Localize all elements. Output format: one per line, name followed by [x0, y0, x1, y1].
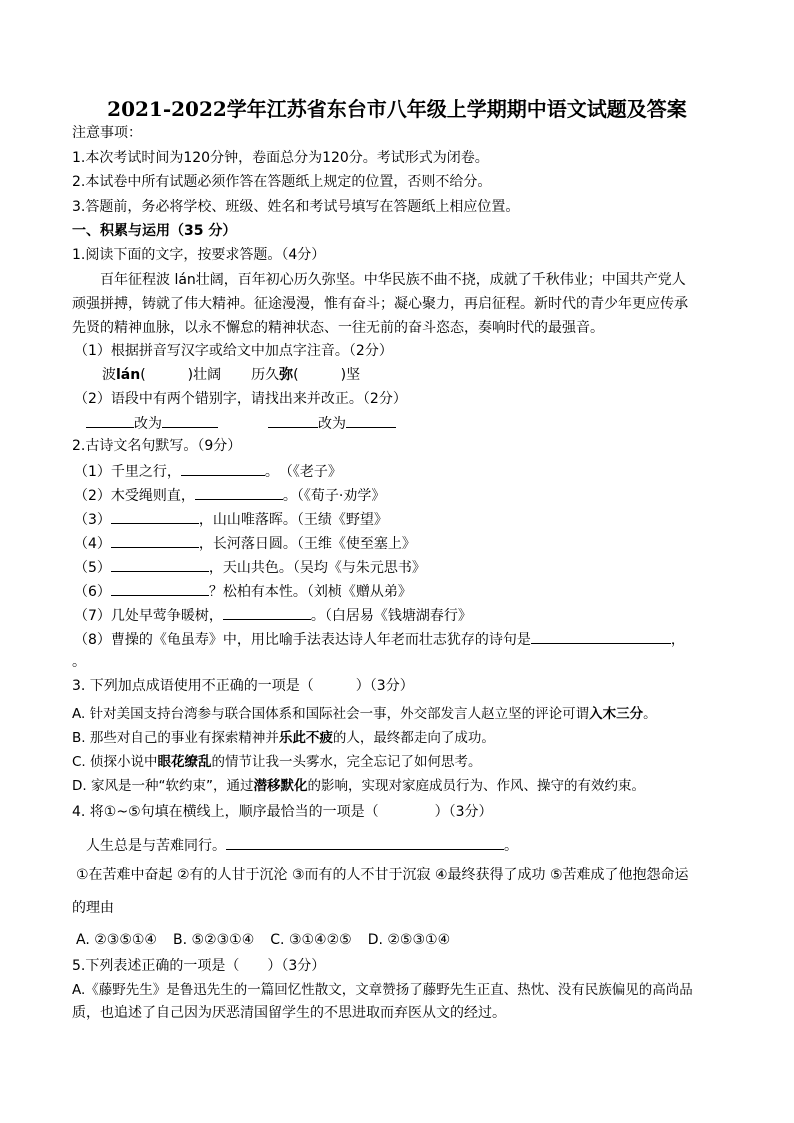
text: 。（《荀子·劝学》 [282, 488, 386, 504]
question-2-stem: 2.古诗文名句默写。（9分） [72, 438, 242, 454]
text: 的影响，实现对家庭成员行为、作风、操守的有效约束。 [307, 778, 645, 794]
question-5-stem: 5.下列表述正确的一项是（ ）（3分） [72, 958, 326, 974]
answer-blank[interactable] [111, 509, 199, 524]
text: 的情节让我一头雾水，完全忘记了如何思考。 [211, 754, 482, 770]
text: （8）曹操的《龟虽寿》中，用比喻手法表达诗人年老而壮志犹存的诗句是 [74, 632, 531, 648]
answer-blank[interactable]: ( )壮阔 [140, 367, 222, 383]
sentence-parts: ①在苦难中奋起 ②有的人甘于沉沦 ③而有的人不甘于沉寂 ④最终获得了成功 ⑤苦难成了他抱怨命运 [76, 867, 689, 883]
answer-blank[interactable] [181, 461, 265, 476]
sentence-parts-cont: 的理由 [72, 900, 114, 916]
correction-row [86, 413, 396, 433]
poem-item [74, 461, 342, 481]
answer-blank[interactable] [111, 557, 209, 572]
poem-item [74, 485, 385, 505]
text: 。（白居易《钱塘湖春行》 [310, 608, 472, 624]
pinyin: lán [116, 367, 141, 383]
passage-line: 百年征程波 lán壮阔，百年初心历久弥坚。中华民族不曲不挠，成就了千秋伟业；中国共产党人 [100, 272, 686, 288]
answer-blank[interactable] [86, 413, 134, 428]
poem-item [74, 533, 416, 553]
fill-sentence [86, 835, 518, 855]
passage-line: 先贤的精神血脉，以永不懈怠的精神状态、一往无前的奋斗恣态，奏响时代的最强音。 [72, 320, 604, 336]
option-b [72, 729, 495, 747]
poem-item [74, 509, 388, 529]
text: 。 [643, 706, 657, 722]
text: 的人，最终都走向了成功。 [332, 730, 495, 746]
notice-item: 3.答题前，务必将学校、班级、姓名和考试号填写在答题纸上相应位置。 [72, 199, 520, 215]
dotted-idiom: 潜移默化 [253, 778, 308, 794]
dotted-idiom: 眼花缭乱 [157, 754, 212, 770]
text: 。 [504, 838, 518, 854]
answer-blank[interactable] [162, 413, 218, 428]
text: ，长河落日圆。（王维《使至塞上》 [198, 536, 416, 552]
question-3-stem: 3. 下列加点成语使用不正确的一项是（ ）（3分） [72, 678, 414, 694]
text: ，山山唯落晖。（王绩《野望》 [198, 512, 388, 528]
page-title: 2021-2022学年江苏省东台市八年级上学期期中语文试题及答案 [107, 97, 687, 121]
answer-blank[interactable] [531, 629, 671, 644]
label: 改为 [134, 416, 162, 432]
answer-blank[interactable] [111, 533, 199, 548]
answer-blank[interactable] [195, 485, 283, 500]
notice-heading: 注意事项： [72, 125, 142, 141]
answer-blank[interactable] [268, 413, 318, 428]
passage-line: 顽强拼搏，铸就了伟大精神。征途漫漫，惟有奋斗；凝心聚力，再启征程。新时代的青少年更应传承 [72, 296, 688, 312]
notice-item: 1.本次考试时间为120分钟，卷面总分为120分。考试形式为闭卷。 [72, 150, 489, 166]
option-a [72, 705, 657, 723]
q5-option-a-cont: 质，也追述了自己因为厌恶清国留学生的不思进取而弃医从文的经过。 [72, 1005, 506, 1021]
subquestion: （1）根据拼音写汉字或给文中加点字注音。（2分） [74, 343, 393, 359]
poem-item [74, 581, 412, 601]
text: 。 （《老子》 [264, 464, 342, 480]
text: （1）千里之行， [74, 464, 181, 480]
answer-blank[interactable] [111, 581, 209, 596]
text: 人生总是与苦难同行。 [86, 838, 226, 854]
answer-blank[interactable] [226, 835, 504, 850]
text: B. 那些对自己的事业有探索精神并 [72, 730, 279, 746]
poem-item [74, 605, 472, 625]
option: D. ②⑤③①④ [367, 932, 451, 948]
answer-blank[interactable] [223, 605, 311, 620]
option-d [72, 777, 645, 795]
text: （4） [74, 536, 111, 552]
dotted-idiom: 乐此不疲 [278, 730, 333, 746]
text: ，天山共色。（吴均《与朱元思书》 [208, 560, 426, 576]
answer-blank[interactable]: ( )坚 [293, 367, 361, 383]
option-c [72, 753, 482, 771]
text: 历久 [251, 367, 280, 383]
text: ， [670, 632, 685, 648]
answer-blank[interactable] [346, 413, 396, 428]
poem-end: 。 [72, 654, 86, 670]
option: A. ②③⑤①④ [76, 932, 157, 948]
dotted-char: 弥 [279, 367, 294, 383]
pinyin-answer-row [102, 366, 360, 384]
poem-item [74, 629, 685, 649]
label: 改为 [318, 416, 346, 432]
text: （3） [74, 512, 111, 528]
notice-item: 2.本试卷中所有试题必须作答在答题纸上规定的位置，否则不给分。 [72, 174, 492, 190]
text: ？松柏有本性。（刘桢《赠从弟》 [208, 584, 412, 600]
question-1-stem: 1.阅读下面的文字，按要求答题。（4分） [72, 247, 326, 263]
text: D. 家风是一种“软约束”，通过 [72, 778, 254, 794]
text: （6） [74, 584, 111, 600]
text: （5） [74, 560, 111, 576]
section-heading: 一、积累与运用（35 分） [72, 223, 237, 239]
text: 波 [102, 367, 116, 383]
option: B. ⑤②③①④ [173, 932, 255, 948]
dotted-idiom: 入木三分 [589, 706, 644, 722]
q4-options [76, 931, 450, 949]
option: C. ③①④②⑤ [270, 932, 352, 948]
text: C. 侦探小说中 [72, 754, 158, 770]
text: A. 针对美国支持台湾参与联合国体系和国际社会一事，外交部发言人赵立坚的评论可谓 [72, 706, 590, 722]
q5-option-a: A.《藤野先生》是鲁迅先生的一篇回忆性散文，文章赞扬了藤野先生正直、热忱、没有民族偏见的高尚品 [72, 982, 693, 998]
subquestion: （2）语段中有两个错别字，请找出来并改正。（2分） [74, 391, 407, 407]
poem-item [74, 557, 426, 577]
question-4-stem: 4. 将①~⑤句填在横线上，顺序最恰当的一项是（ ）（3分） [72, 804, 493, 820]
text: （7）几处早莺争暖树， [74, 608, 223, 624]
text: （2）木受绳则直， [74, 488, 195, 504]
